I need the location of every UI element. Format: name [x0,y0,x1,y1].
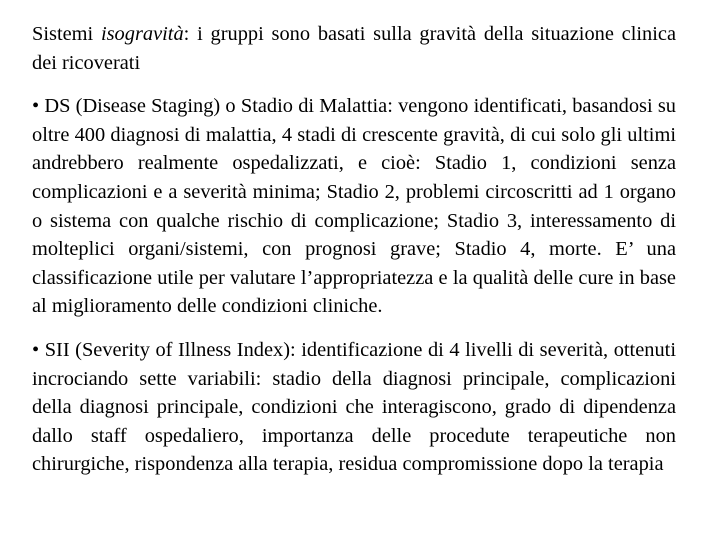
intro-rest: : i gruppi sono basati sulla gravità della situazione clinica dei ricoverati [32,23,676,74]
bullet-severity-index: • SII (Severity of Illness Index): identificazione di 4 livelli di severità, ottenuti incrociando sette variabili: stadio della diagnosi principale, complicazioni della diagnosi principale, condizioni che interagiscono, grado di dipendenza dallo staff ospedaliero, importanza delle procedute terapeutiche non chirurgiche, rispondenza alla terapia, residua compromissione dopo la terapia [32,338,676,476]
intro-paragraph [32,20,676,77]
document-body [32,20,676,479]
bullet-disease-staging: • DS (Disease Staging) o Stadio di Malattia: vengono identificati, basandosi su oltre 400 diagnosi di malattia, 4 stadi di crescente gravità, di cui solo gli ultimi andrebbero realmente ospedalizzati, e cioè: Stadio 1, condizioni senza complicazioni e a severità minima; Stadio 2, problemi circoscritti ad 1 organo o sistema con qualche rischio di complicazione; Stadio 3, interessamento di molteplici organi/sistemi, con prognosi grave; Stadio 4, morte. E’ una classificazione utile per valutare l’appropriatezza e la qualità delle cure in base al miglioramento delle condizioni cliniche. [32,95,676,318]
intro-term: isogravità [100,23,184,45]
intro-lead: Sistemi [32,23,101,45]
